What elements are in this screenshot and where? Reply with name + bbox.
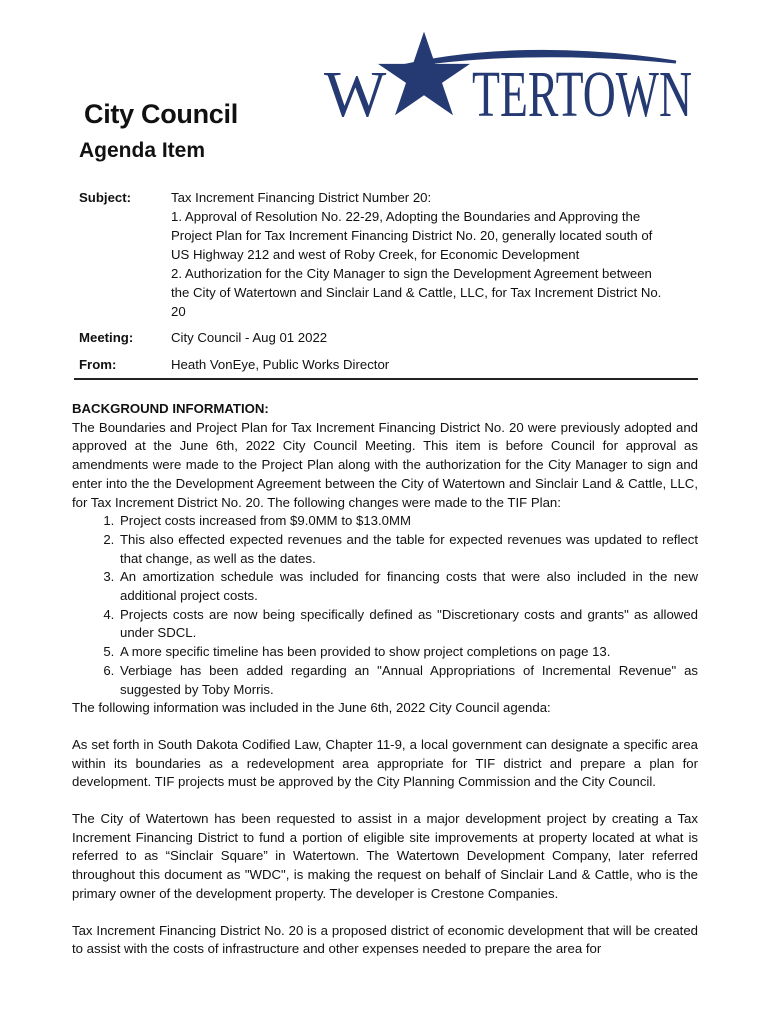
- subject-value: [171, 188, 699, 321]
- watertown-logo: [324, 38, 694, 131]
- list-item: 3. An amortization schedule was included for financing costs that were also included in the new additional project costs.: [118, 568, 698, 605]
- section-heading: BACKGROUND INFORMATION:: [72, 401, 269, 416]
- list-item: 6. Verbiage has been added regarding an "Annual Appropriations of Incremental Revenue" as suggested by Toby Morris.: [118, 662, 698, 699]
- development-request-paragraph: The City of Watertown has been requested to assist in a major development project by creating a Tax Increment Financing District to fund a portion of eligible site improvements at property located at what is referred to as “Sinclair Square” in Watertown. The Watertown Development Company, later referred throughout this document as "WDC", is making the request on behalf of Sinclair Land & Cattle, who is the primary owner of the development property. The developer is Crestone Companies.: [72, 811, 698, 901]
- logo-text-right: TERTOWN: [472, 58, 692, 131]
- star-icon: [378, 32, 470, 116]
- subject-line: Tax Increment Financing District Number 20:: [171, 190, 432, 205]
- subject-line: 2. Authorization for the City Manager to sign the Development Agreement between: [171, 266, 652, 281]
- subject-line: 1. Approval of Resolution No. 22-29, Adopting the Boundaries and Approving the: [171, 209, 641, 224]
- subject-label: Subject:: [79, 190, 132, 205]
- list-item: 4. Projects costs are now being specifically defined as "Discretionary costs and grants" as allowed under SDCL.: [118, 606, 698, 643]
- meeting-label: Meeting:: [79, 330, 134, 345]
- district-paragraph: Tax Increment Financing District No. 20 is a proposed district of economic development that will be created to assist with the costs of infrastructure and other expenses needed to prepare the area for: [72, 922, 698, 957]
- header-divider: [74, 378, 698, 380]
- subject-line: US Highway 212 and west of Roby Creek, for Economic Development: [171, 247, 580, 262]
- document-body: [72, 400, 698, 959]
- page-title: City Council: [84, 99, 238, 129]
- list-item: 5. A more specific timeline has been provided to show project completions on page 13.: [118, 643, 698, 662]
- followup-paragraph: The following information was included in the June 6th, 2022 City Council agenda:: [72, 700, 551, 716]
- logo-text-left: W: [324, 58, 387, 131]
- list-item: 1. Project costs increased from $9.0MM to $13.0MM: [118, 512, 698, 531]
- subject-line: the City of Watertown and Sinclair Land & Cattle, LLC, for Tax Increment District No.: [171, 285, 662, 300]
- subject-line: Project Plan for Tax Increment Financing District No. 20, generally located south of: [171, 228, 653, 243]
- list-item: 2. This also effected expected revenues and the table for expected revenues was updated to reflect that change, as well as the dates.: [118, 531, 698, 568]
- codified-law-paragraph: As set forth in South Dakota Codified Law, Chapter 11-9, a local government can designate a specific area within its boundaries as a redevelopment area appropriate for TIF district and prepare a plan for development. TIF projects must be approved by the City Planning Commission and the City Council.: [72, 736, 698, 790]
- intro-paragraph: The Boundaries and Project Plan for Tax Increment Financing District No. 20 were previously adopted and approved at the June 6th, 2022 City Council Meeting. This item is before Council for approval as amendments were made to the Project Plan along with the authorization for the City Manager to sign and enter into the the Development Agreement between the City of Watertown and Sinclair Land & Cattle, LLC, for Tax Increment District No. 20. The following changes were made to the TIF Plan:: [72, 419, 698, 510]
- subject-line: 20: [171, 304, 186, 319]
- changes-list: [72, 512, 698, 699]
- from-value: Heath VonEye, Public Works Director: [171, 357, 390, 372]
- meeting-value: City Council - Aug 01 2022: [171, 330, 328, 345]
- watertown-logo-graphic: [324, 38, 694, 131]
- page-subtitle: Agenda Item: [79, 139, 206, 162]
- from-label: From:: [79, 357, 117, 372]
